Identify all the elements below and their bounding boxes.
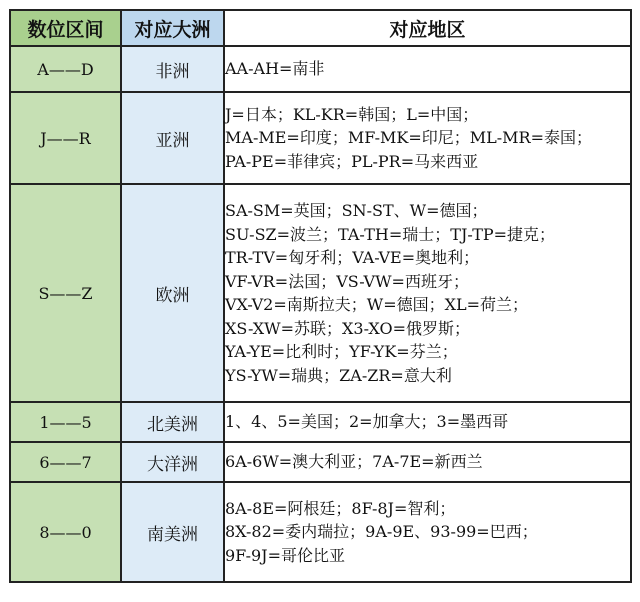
area-line: AA-AH=南非 <box>225 59 325 79</box>
area-line: VX-V2=南斯拉夫；W=德国；XL=荷兰； <box>225 295 529 314</box>
continent-cell: 大洋洲 <box>121 442 224 482</box>
area-cell <box>224 184 631 402</box>
continent-cell: 非洲 <box>121 46 224 92</box>
table-row-africa <box>10 46 631 92</box>
table-row-asia <box>10 92 631 184</box>
header-area: 对应地区 <box>224 10 631 46</box>
area-line: MA-ME=印度；MF-MK=印尼；ML-MR=泰国； <box>225 128 592 148</box>
area-line: 1、4、5=美国；2=加拿大；3=墨西哥 <box>225 412 509 432</box>
area-line: YS-YW=瑞典；ZA-ZR=意大利 <box>225 365 452 385</box>
header-row <box>10 10 631 46</box>
vin-region-table <box>9 9 632 583</box>
header-continent: 对应大洲 <box>121 10 224 46</box>
continent-cell: 欧洲 <box>121 184 224 402</box>
area-line: J=日本；KL-KR=韩国；L=中国； <box>225 104 479 124</box>
area-line: 6A-6W=澳大利亚；7A-7E=新西兰 <box>225 452 483 472</box>
area-line: 8X-82=委内瑞拉；9A-9E、93-99=巴西； <box>225 522 538 542</box>
area-line: 8A-8E=阿根廷；8F-8J=智利； <box>225 498 456 518</box>
area-line: XS-XW=苏联；X3-XO=俄罗斯； <box>225 318 471 338</box>
range-cell: J——R <box>10 92 121 184</box>
range-cell: 8——0 <box>10 482 121 582</box>
table-row-north-america <box>10 402 631 442</box>
table-row-south-america <box>10 482 631 582</box>
area-line: 9F-9J=哥伦比亚 <box>225 545 345 565</box>
continent-cell: 南美洲 <box>121 482 224 582</box>
area-line: VF-VR=法国；VS-VW=西班牙； <box>225 271 469 291</box>
area-line: PA-PE=菲律宾；PL-PR=马来西亚 <box>225 151 479 171</box>
area-line: SU-SZ=波兰；TA-TH=瑞士；TJ-TP=捷克； <box>225 224 556 244</box>
area-line: YA-YE=比利时；YF-YK=芬兰； <box>225 342 458 361</box>
range-cell: 1——5 <box>10 402 121 442</box>
range-cell: 6——7 <box>10 442 121 482</box>
area-cell <box>224 92 631 184</box>
range-cell: S——Z <box>10 184 121 402</box>
table-row-oceania <box>10 442 631 482</box>
range-cell: A——D <box>10 46 121 92</box>
area-cell <box>224 402 631 442</box>
area-line: TR-TV=匈牙利；VA-VE=奥地利； <box>225 248 480 267</box>
continent-cell: 亚洲 <box>121 92 224 184</box>
area-cell <box>224 442 631 482</box>
header-range: 数位区间 <box>10 10 121 46</box>
continent-cell: 北美洲 <box>121 402 224 442</box>
table-row-europe <box>10 184 631 402</box>
area-cell <box>224 482 631 582</box>
area-cell <box>224 46 631 92</box>
area-line: SA-SM=英国；SN-ST、W=德国； <box>225 201 488 220</box>
